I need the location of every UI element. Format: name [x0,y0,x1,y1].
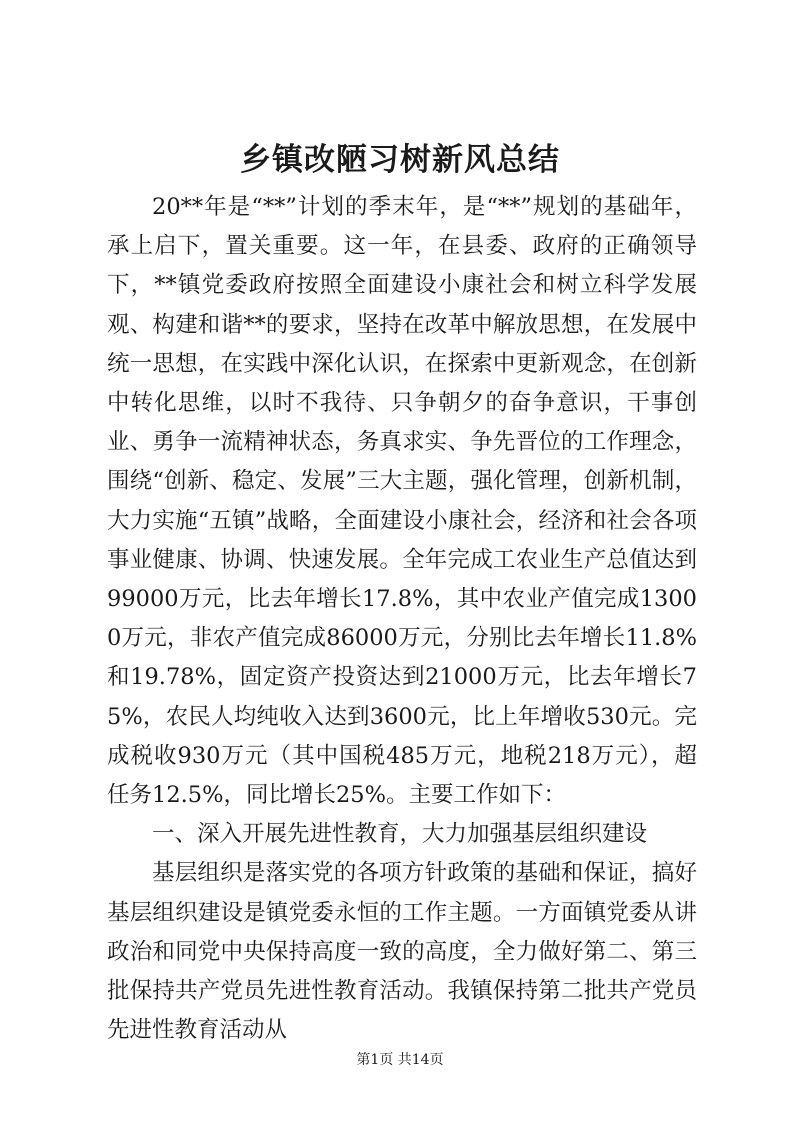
paragraph-intro: 20**年是“**”计划的季末年，是“**”规划的基础年，承上启下，置关重要。这一年，在县委、政府的正确领导下，**镇党委政府按照全面建设小康社会和树立科学发展观、构建和谐**的要求，坚持在改革中解放思想，在发展中统一思想，在实践中深化认识，在探索中更新观念，在创新中转化思维，以时不我待、只争朝夕的奋争意识，干事创业、勇争一流精神状态，务真求实、争先晋位的工作理念，围绕“创新、稳定、发展”三大主题，强化管理，创新机制，大力实施“五镇”战略，全面建设小康社会，经济和社会各项事业健康、协调、快速发展。全年完成工农业生产总值达到99000万元，比去年增长17.8%，其中农业产值完成13000万元，非农产值完成86000万元，分别比去年增长11.8%和19.78%，固定资产投资达到21000万元，比去年增长75%，农民人均纯收入达到3600元，比上年增收530元。完成税收930万元（其中国税485万元，地税218万元），超任务12.5%，同比增长25%。主要工作如下： [107,194,697,809]
document-title: 乡镇改陋习树新风总结 [240,142,560,178]
document-body [107,188,697,1050]
paragraph-section-1: 基层组织是落实党的各项方针政策的基础和保证，搞好基层组织建设是镇党委永恒的工作主题。一方面镇党委从讲政治和同党中央保持高度一致的高度，全力做好第二、第三批保持共产党员先进性教育活动。我镇保持第二批共产党员先进性教育活动从 [107,860,697,1044]
page-footer: 第1页 共14页 [356,1052,444,1068]
section-heading-1: 一、深入开展先进性教育，大力加强基层组织建设 [152,821,648,848]
